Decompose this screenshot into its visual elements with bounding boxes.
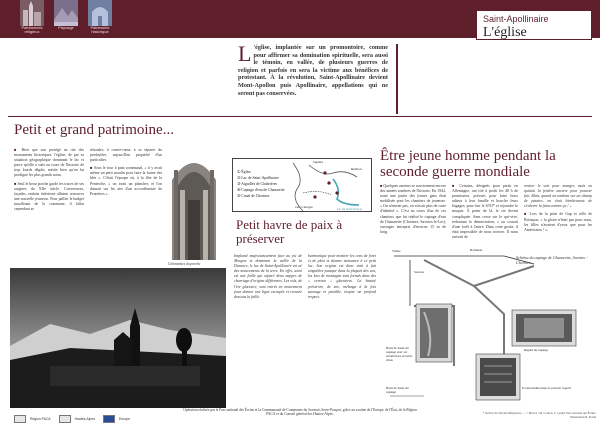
legend-item: ⑤ Canal de Chorines [237,194,270,198]
left-paragraph-2: ■ Seul le beau porche garde les traces de ses origines du XIIe siècle. Couvertures, façades, enduits intérieurs allaient retrouver une nouvelle jeunesse. Pour pallier le budget insuffisant de la commune, il fallut cependant se [14,182,84,213]
church-landscape-photo [10,268,226,408]
logo-label: Europe [119,417,130,422]
map-label-bottom: vers Chorges [295,205,313,209]
legend-item: ③ Aiguilles de Chabrières [237,182,277,186]
right-paragraph-2: ■ Certains, désignés pour partir en Allemagne, ont tiré à profit les 48 h de permission, prévues pour faire leurs adieux à leur famille et boucler leurs bagages, pour fuir le STO* et rejoindre le maquis. À partir de là, la vie devint compliquée. Sans cesse sur le qui-vive, redoutant la dénonciation, « on courait d'une forêt à l'autre. Dans cette grotte, il était impossible de nous trouver. Il nous arrivait de [452,184,518,240]
left-column-2 [90,148,162,197]
page-title: L'église [483,25,527,40]
tab-label-paysage: Paysage [58,25,74,30]
intro-text: 'église, implantée sur un promontoire, comme pour affirmer sa domination spirituelle, sera aussi le témoin, en vallée, de plusieurs guerres de religion et parfois en sera la victime aux bénéfices de protestant. À la révolution, Saint-Apollinaire devient Mont-Apollon puis Apollinaire, appellations qui ne seront pas conservées. [238,44,388,97]
label-branche-basse: Branche basse du captage [386,386,409,394]
footer-photo-credits: * Service du Travail Obligatoire — © Photos : M. Coulon, C. Gariel, Parc national des Écrins. Illustrations R. Poirié [482,411,596,419]
landscape-thumbnail-icon [54,0,78,26]
tab-paysage[interactable] [54,0,78,26]
intro-dropcap: L [238,41,252,66]
location-map [232,158,372,212]
left-paragraph-3: résoudre, à contre-cœur, à se séparer du presbytère, aujourd'hui propriété d'un particulier. [90,148,162,163]
label-descendant: En descendant dans le premier regard [522,386,571,390]
logo-europe-icon [103,415,115,423]
title-box [476,10,592,40]
porch-caption: Colonnettes du porche [168,262,201,266]
map-label-top: Sapière [313,160,324,164]
captage-diagram [384,246,594,414]
logo-department-icon [59,415,71,423]
partner-logos [14,410,134,420]
logo-region-icon [14,415,26,423]
label-sources: Sources [414,270,425,274]
church-thumbnail-icon [20,0,44,26]
intro-divider [396,44,398,114]
tab-patrimoine-religieux[interactable] [20,0,44,26]
left-column-1 [14,148,84,212]
intro-paragraph [238,41,388,97]
history-thumbnail-icon [88,0,112,26]
section-divider [8,116,592,117]
right-paragraph-4: ■ Lors de la prise de Gap et celle de Briançon, « la gloire n'était pas pour nous, les filles n'avaient d'yeux que pour les Américains ! ». [524,212,592,232]
legend-item: ① Église [237,170,251,174]
logo-label: Hautes-Alpes [74,417,96,422]
right-paragraph-1: ■ Quelques anciens se souviennent encore des années sombres de l'histoire. En 1942, toute une partie des jeunes gens était mobilisée pour les chantiers de jeunesse. « On n'entrait pas, on n'avait plus de carte d'identité ». C'est au cours d'un de ces chantiers que fut réalisé le captage d'eau de Chanarette (Chorines, Savines-le-Lac), ouvrages entrepris d'environ 15 m de long. [380,184,446,235]
porch-photo [166,140,222,260]
tab-patrimoine-historique[interactable] [88,0,112,26]
middle-column-1: Implanté majestueusement face au pic de Morgon et dominant la vallée de la Durance, le lac de Saint-Apollinaire est né des mouvements de la terre. En effet, ainsi est une faille qui séparé deux nappes de charriage d'origine différentes. Les sols, de l'ère glaciaire, sont entrés en mouvement pour donner une ligne escarpée et creusée dessous la faille. [234,254,302,299]
label-regard: Regard du captage [524,348,549,352]
heading-guerre: Être jeune homme pendant la seconde guerre mondiale [380,148,556,180]
middle-column-2: harmonique pour montrer les cons de foret et de plesi et donner naissance à ce petit lac. Son origine est donc trait à fait singulière puisque dans la plupart des cas, les lacs de montagne sont formés dans des « verrous » glaciaires. La beauté préservée, de site, mélange à la fois sauvage et paisible, inspire un profond respect. [308,254,376,299]
tab-label-religieux: Patrimoines religieux [21,25,43,34]
logo-label: Région PACA [30,417,51,422]
label-branche-haute: Branche haute du captage avec ses nombreuses arrivées d'eau [386,346,413,362]
diagram-title: Schéma du captage de Chanarette, Savines - Chorines [516,255,588,265]
footer-credits-main: Opération réalisée par le Parc national des Écrins et la Communauté de Communes du Savinois Serre-Ponçon, grâce au soutien de l'Europe, de l'État, de la Région PACA et du Conseil général des Hautes-Alpes. [183,408,417,417]
village-title: Saint-Apollinaire [483,14,549,24]
heading-havre: Petit havre de paix à préserver [236,217,343,246]
label-robinets: Robinets [470,248,483,252]
legend-item: ④ Captage d'eau de Chanarette [237,188,285,192]
label-vanne: Vanne [392,249,401,253]
tab-label-historique: Patrimoine historique [90,25,110,34]
map-label-right: Réallon [351,167,362,171]
right-paragraph-3: rentrer le soir pour manger, mais on quittait la fenêtre ouverte pour pouvoir fuir. Mais, quand on tombait sur un champ de patates, on était bienheureux de s'enlever la faim comme ça ! » [524,184,592,209]
map-legend [237,169,285,199]
heading-patrimoine: Petit et grand patrimoine... [14,122,174,138]
map-label-lake: Lac de Serre-Ponçon [337,207,363,211]
right-column-3 [524,184,592,233]
legend-item: ② Lac de Saint-Apollinaire [237,176,279,180]
left-paragraph-4: ■ Sous le four à pain communal, « il y avait même un petit moulin pour faire la farine des blés ». C'était l'époque où, à la fête de la Pentecôte, « on avait un plancher, et l'on dansait sur les airs d'un accordéoniste de Prunières ». [90,166,162,197]
right-column-1 [380,184,446,235]
right-column-2 [452,184,518,240]
left-paragraph-1: ■ Bien que son protégé au rite des monuments historiques, l'église, de par sa situation géographique dominant le lac et parce qu'elle a subi au cours de l'histoire de trop lourds dégâts, mérite bien qu'on lui prodigue les plus grands soins. [14,148,84,179]
